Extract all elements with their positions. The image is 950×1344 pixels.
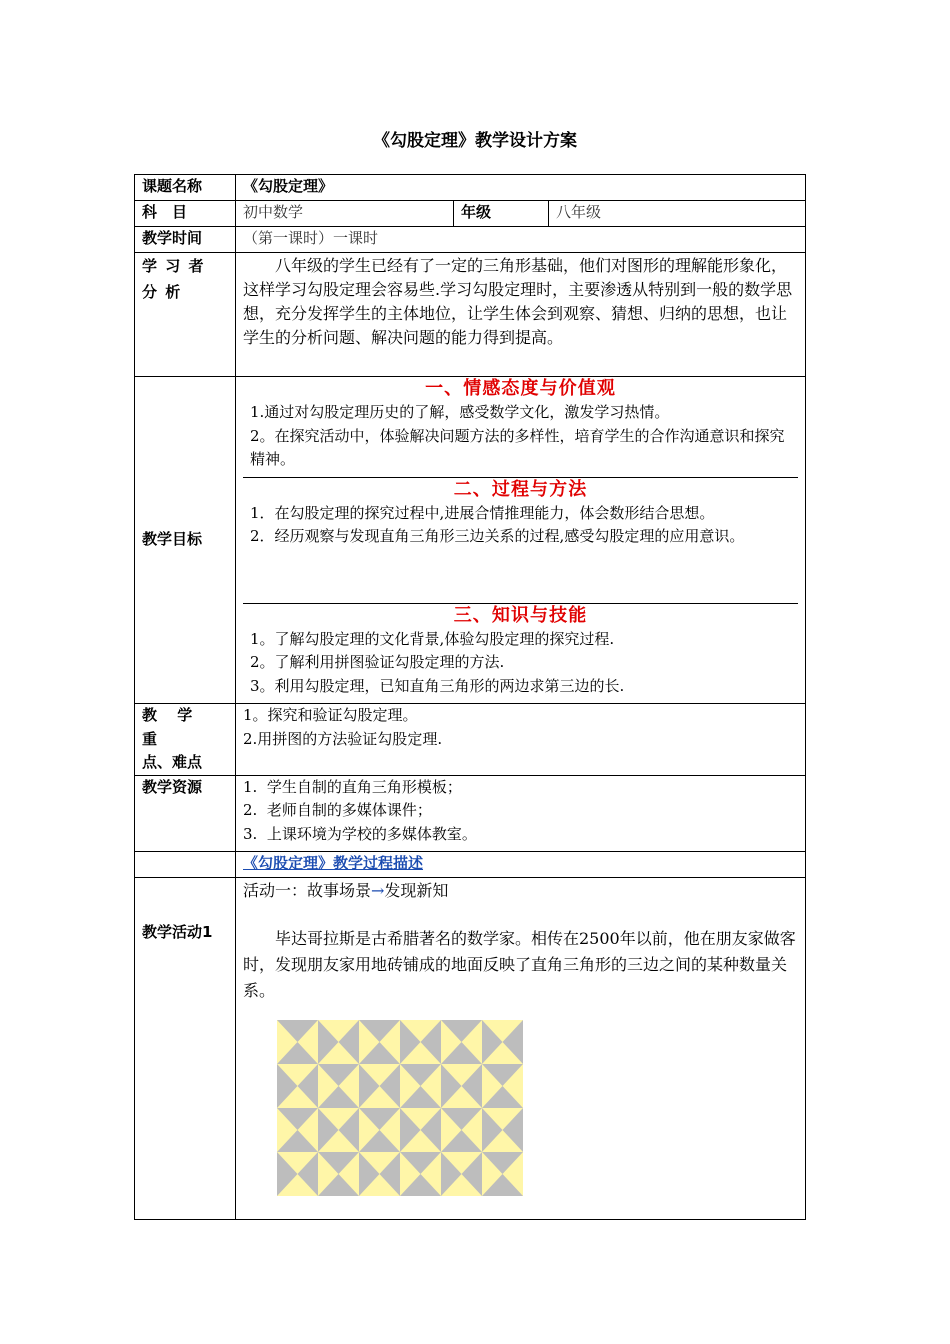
floor-tile-pattern-image — [277, 1020, 523, 1196]
resource-item: 1. 学生自制的直角三角形模板； — [243, 777, 462, 796]
goal-item: 3。利用勾股定理，已知直角三角形的两边求第三边的长. — [250, 676, 625, 695]
page-title: 《勾股定理》教学设计方案 — [373, 131, 577, 151]
activity1-label: 教学活动1 — [135, 877, 236, 1219]
keypoint-item: 1。探究和验证勾股定理。 — [243, 706, 418, 724]
goal-section-1 — [243, 377, 798, 477]
goal-heading-1: 一、情感态度与价值观 — [425, 378, 616, 399]
goal-item: 1.通过对勾股定理历史的了解，感受数学文化，激发学习热情。 — [250, 403, 670, 421]
topic-value: 《勾股定理》 — [236, 175, 806, 201]
activity1-heading: 活动一：故事场景→发现新知 — [243, 880, 449, 900]
learner-text: 八年级的学生已经有了一定的三角形基础，他们对图形的理解能形象化，这样学习勾股定理会容易些.学习勾股定理时，主要渗透从特别到一般的数学思想，充分发挥学生的主体地位，让学生体会到观察、猜想、归纳的思想，也让学生的分析问题、解决问题的能力得到提高。 — [236, 253, 806, 377]
lesson-plan-table — [134, 174, 806, 1220]
goal-item: 2。了解利用拼图验证勾股定理的方法. — [250, 653, 505, 671]
resource-item: 3. 上课环境为学校的多媒体教室。 — [243, 824, 477, 843]
grade-value: 八年级 — [549, 201, 806, 227]
activity1-content — [236, 877, 806, 1219]
goal-section-2 — [243, 477, 798, 603]
keypoints-content — [236, 704, 806, 776]
row-resources — [135, 775, 806, 851]
learner-label — [135, 253, 236, 377]
row-topic — [135, 175, 806, 201]
topic-label: 课题名称 — [135, 175, 236, 201]
activity1-story: 毕达哥拉斯是古希腊著名的数学家。相传在2500年以前，他在朋友家做客时，发现朋友家用地砖铺成的地面反映了直角三角形的三边之间的某种数量关系。 — [243, 928, 796, 1000]
row-process-title — [135, 851, 806, 877]
learner-label-text: 学习者分析 — [142, 257, 212, 301]
goal-heading-3: 三、知识与技能 — [453, 604, 588, 626]
time-label: 教学时间 — [135, 227, 236, 253]
row-learner — [135, 253, 806, 377]
goal-item: 2．经历观察与发现直角三角形三边关系的过程,感受勾股定理的应用意识。 — [250, 527, 745, 545]
row-time — [135, 227, 806, 253]
row-subject — [135, 201, 806, 227]
subject-label: 科 目 — [135, 201, 236, 227]
arrow-icon: → — [371, 880, 385, 900]
row-keypoints — [135, 704, 806, 776]
goal-section-3 — [243, 603, 798, 703]
grade-label: 年级 — [454, 201, 549, 227]
row-activity1 — [135, 877, 806, 1219]
goals-cell — [236, 377, 806, 704]
resource-item: 2. 老师自制的多媒体课件； — [243, 801, 432, 819]
process-title-link[interactable]: 《勾股定理》教学过程描述 — [243, 853, 424, 872]
goal-item: 1．在勾股定理的探究过程中,进展合情推理能力，体会数形结合思想。 — [250, 503, 715, 522]
keypoints-label-line1: 教学重 — [142, 706, 213, 748]
resources-content — [236, 775, 806, 851]
keypoints-label-line2: 点、难点 — [142, 753, 203, 771]
row-goals — [135, 377, 806, 704]
subject-value: 初中数学 — [236, 201, 454, 227]
goal-heading-2: 二、过程与方法 — [453, 478, 588, 500]
keypoint-item: 2.用拼图的方法验证勾股定理. — [243, 729, 443, 748]
time-value: （第一课时）一课时 — [236, 227, 806, 253]
goal-item: 1。了解勾股定理的文化背景,体验勾股定理的探究过程. — [250, 629, 615, 648]
keypoints-label — [135, 704, 236, 776]
goals-label: 教学目标 — [135, 377, 236, 704]
goals-subtable — [243, 377, 798, 703]
resources-label: 教学资源 — [135, 775, 236, 851]
goal-item: 2。在探究活动中，体验解决问题方法的多样性，培育学生的合作沟通意识和探究精神。 — [250, 426, 785, 468]
